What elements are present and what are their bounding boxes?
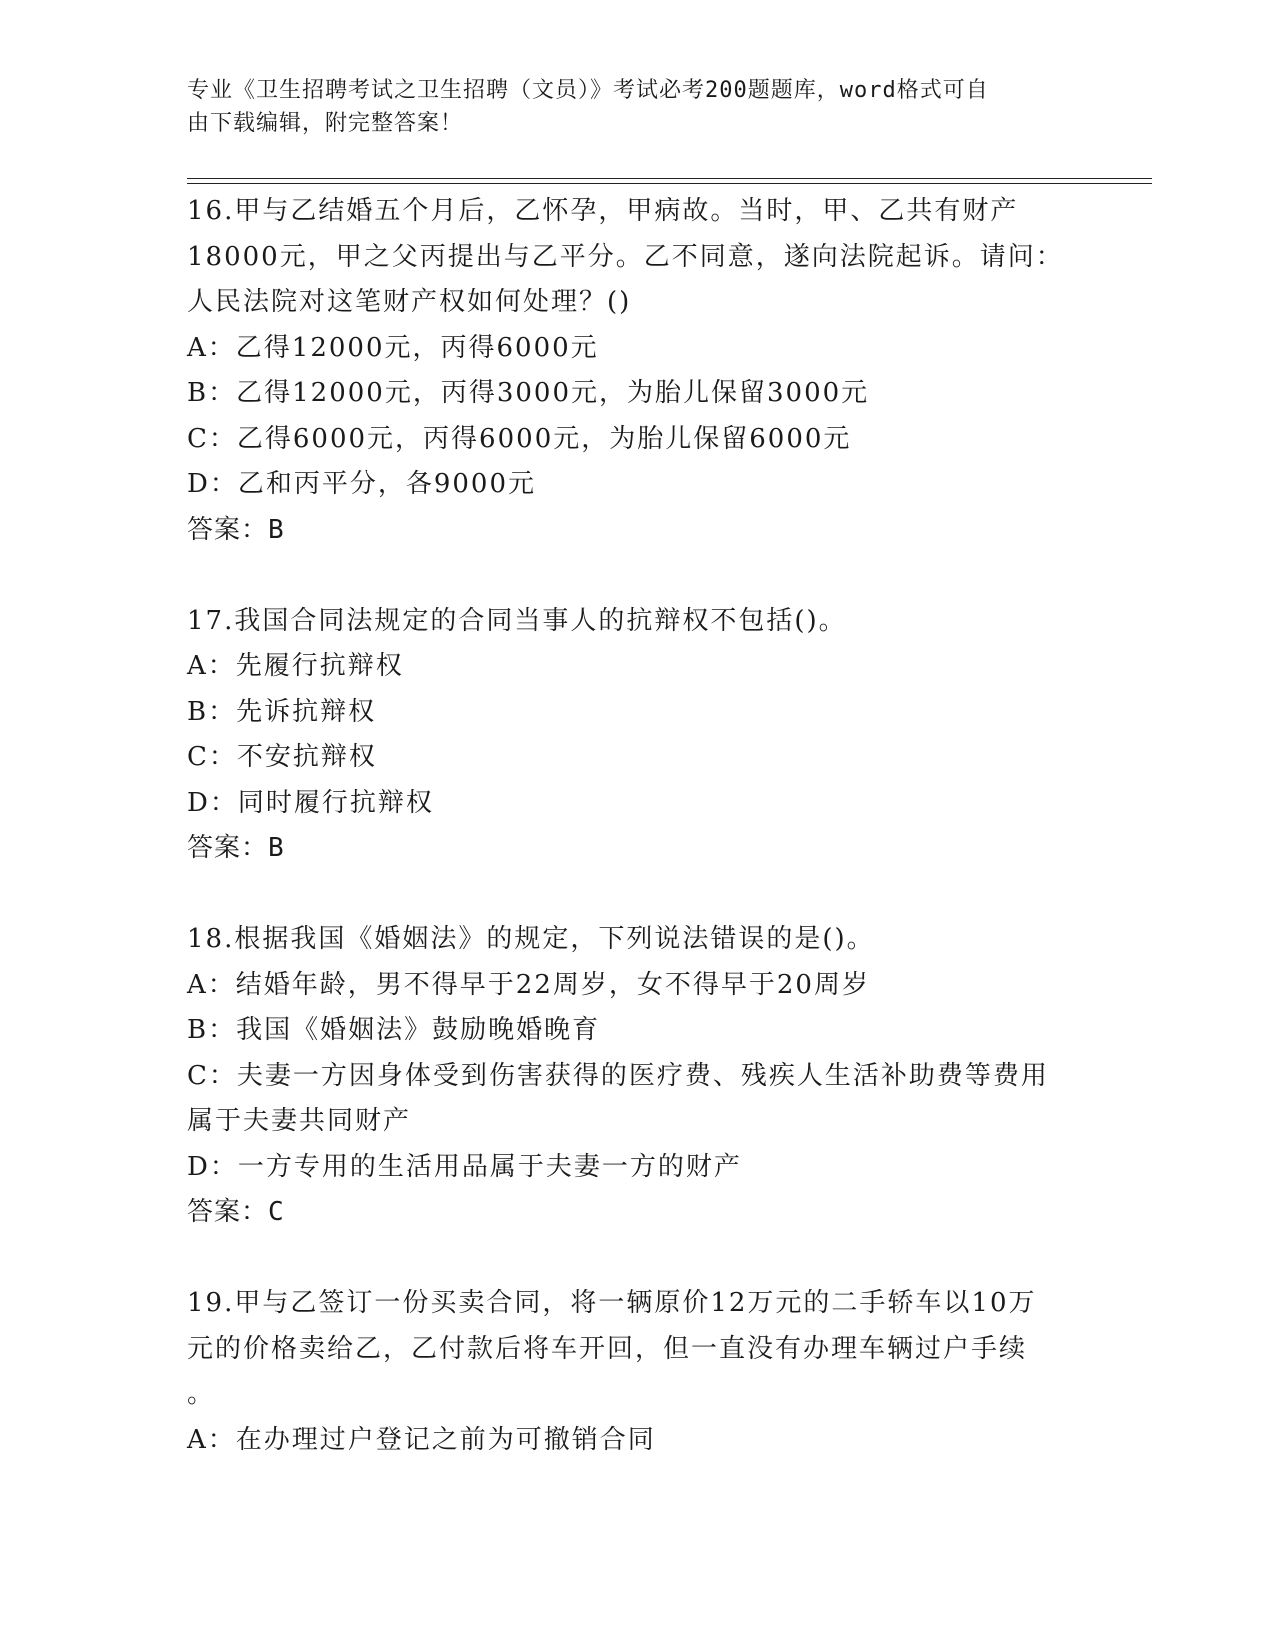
answer-text: 答案：B — [187, 514, 285, 545]
question-19 — [187, 1281, 1087, 1463]
header-divider-top — [187, 178, 1152, 179]
answer-text: 答案：B — [187, 833, 285, 863]
option-d: D：一方专用的生活用品属于夫妻一方的财产 — [187, 1151, 742, 1182]
option-a: A：乙得12000元，丙得6000元 — [187, 332, 599, 363]
question-stem-line: 。 — [187, 1379, 216, 1409]
option-b: B：我国《婚姻法》鼓励晚婚晚育 — [187, 1015, 601, 1045]
option-c: C：不安抗辩权 — [187, 742, 377, 772]
option-b: B：先诉抗辩权 — [187, 696, 377, 727]
header-line-1: 专业《卫生招聘考试之卫生招聘（文员）》考试必考200题题库，word格式可自 — [187, 78, 989, 103]
question-spacer — [187, 872, 1087, 918]
question-list — [187, 189, 1087, 1463]
option-c: C：乙得6000元，丙得6000元，为胎儿保留6000元 — [187, 423, 852, 454]
question-stem-line: 元的价格卖给乙，乙付款后将车开回，但一直没有办理车辆过户手续 — [187, 1333, 1028, 1364]
option-b: B：乙得12000元，丙得3000元，为胎儿保留3000元 — [187, 378, 870, 408]
question-17 — [187, 599, 1087, 872]
question-stem-line: 人民法院对这笔财产权如何处理？() — [187, 287, 632, 317]
answer-text: 答案：C — [187, 1197, 285, 1227]
question-16 — [187, 189, 1087, 553]
question-stem-line: 18000元，甲之父丙提出与乙平分。乙不同意，遂向法院起诉。请问： — [187, 241, 1064, 272]
document-header — [187, 74, 1067, 140]
question-stem-line: 18.根据我国《婚姻法》的规定，下列说法错误的是()。 — [187, 924, 875, 954]
option-c: C：夫妻一方因身体受到伤害获得的医疗费、残疾人生活补助费等费用 — [187, 1060, 1049, 1091]
question-spacer — [187, 1236, 1087, 1282]
option-d: D：乙和丙平分，各9000元 — [187, 469, 537, 499]
option-a: A：先履行抗辩权 — [187, 651, 404, 681]
option-a: A：在办理过户登记之前为可撤销合同 — [187, 1424, 656, 1455]
option-d: D：同时履行抗辩权 — [187, 787, 434, 818]
question-spacer — [187, 553, 1087, 599]
question-18 — [187, 917, 1087, 1236]
option-a: A：结婚年龄，男不得早于22周岁，女不得早于20周岁 — [187, 969, 870, 1000]
question-stem-line: 19.甲与乙签订一份买卖合同，将一辆原价12万元的二手轿车以10万 — [187, 1288, 1037, 1318]
header-divider-bottom — [187, 183, 1152, 184]
header-line-2: 由下载编辑，附完整答案！ — [187, 111, 464, 136]
option-c-continued: 属于夫妻共同财产 — [187, 1106, 412, 1136]
question-stem-line: 17.我国合同法规定的合同当事人的抗辩权不包括()。 — [187, 605, 847, 636]
question-stem-line: 16.甲与乙结婚五个月后，乙怀孕，甲病故。当时，甲、乙共有财产 — [187, 196, 1019, 226]
